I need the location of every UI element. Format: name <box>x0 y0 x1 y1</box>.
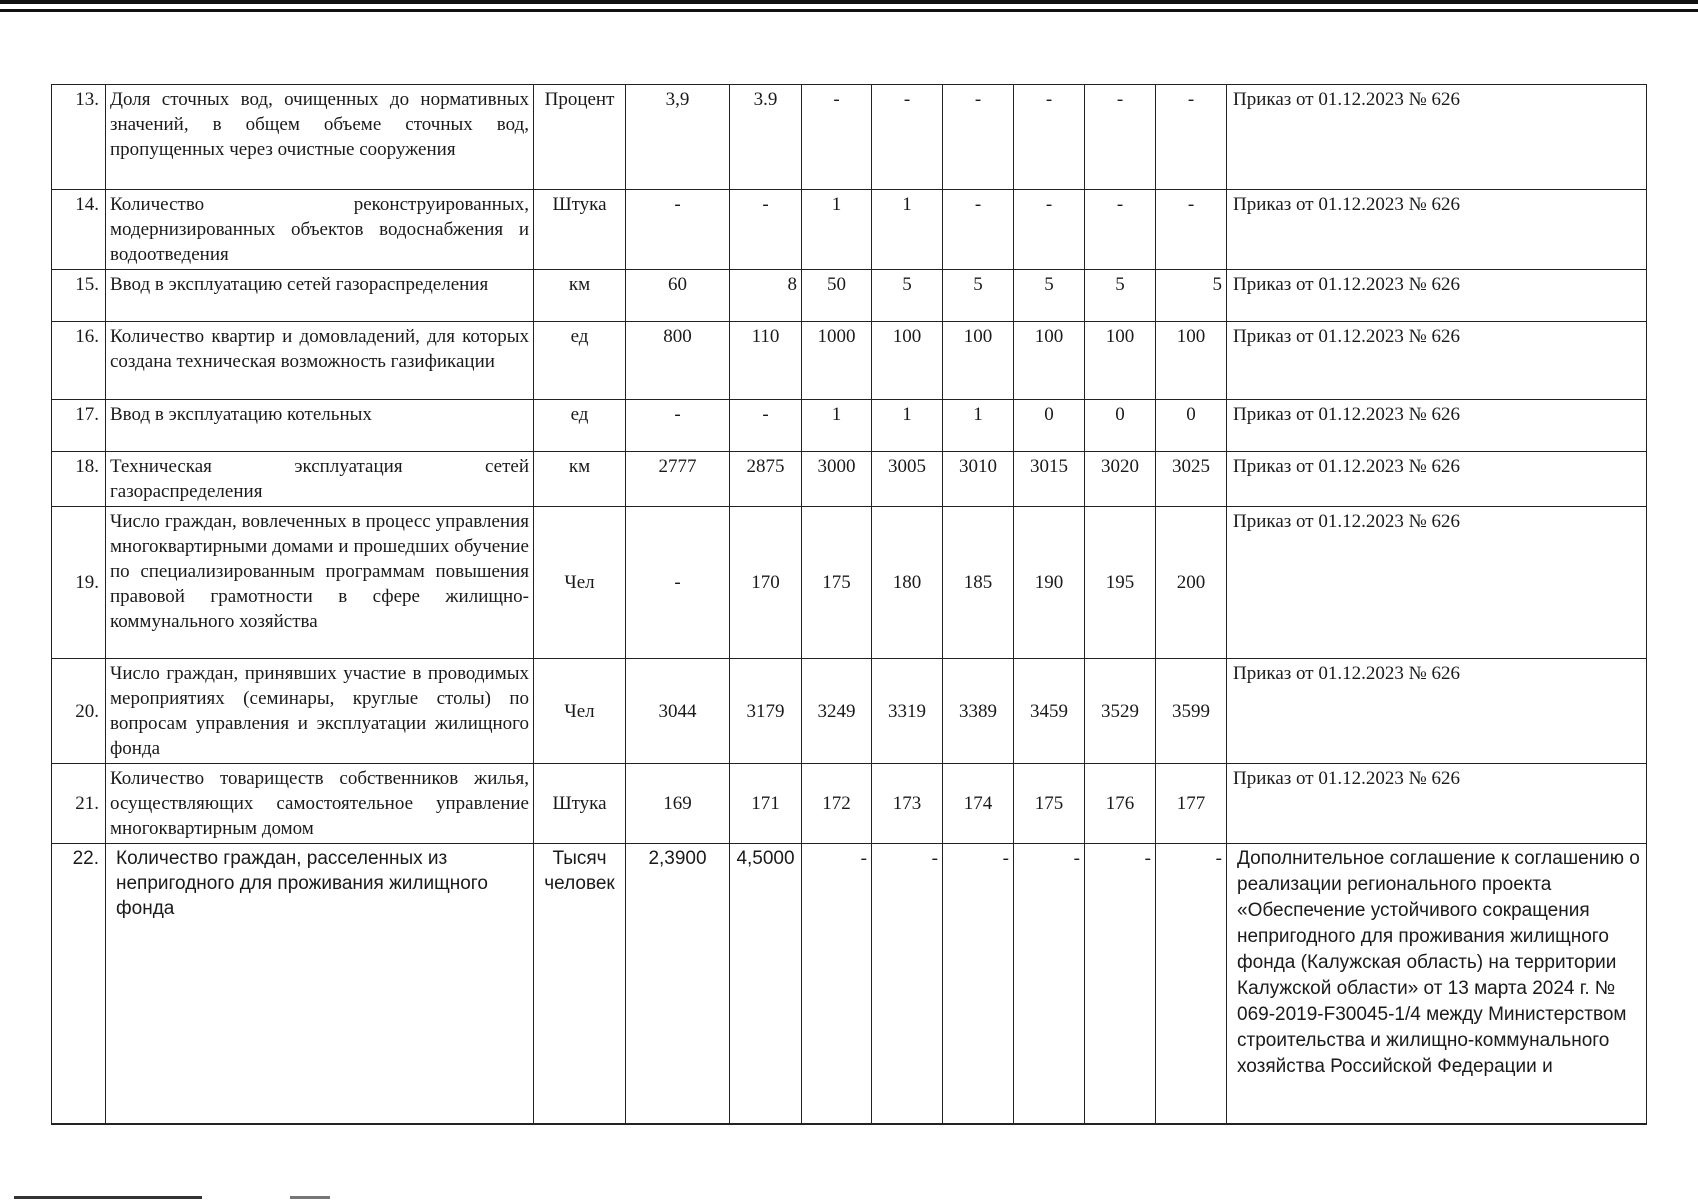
row-number: 18. <box>52 452 106 507</box>
value-cell: 171 <box>730 764 802 844</box>
value-cell: - <box>730 190 802 270</box>
indicator-name: Доля сточных вод, очищенных до нормативных значений, в общем объеме сточных вод, пропущенных через очистные сооружения <box>106 85 534 190</box>
value-cell: 2,3900 <box>626 844 730 1124</box>
top-border-line <box>0 0 1698 4</box>
table-row <box>52 507 1647 659</box>
unit-cell: Чел <box>534 659 626 764</box>
value-cell: 100 <box>1014 322 1085 400</box>
value-cell: 3000 <box>802 452 872 507</box>
value-cell: - <box>802 85 872 190</box>
value-cell: - <box>1085 190 1156 270</box>
indicator-name: Число граждан, вовлеченных в процесс управления многоквартирными домами и прошедших обучение по специализированным программам повышения правовой грамотности в сфере жилищно-коммунального хозяйства <box>106 507 534 659</box>
value-cell: 175 <box>1014 764 1085 844</box>
value-cell: 5 <box>943 270 1014 322</box>
value-cell: 0 <box>1014 400 1085 452</box>
source-document: Приказ от 01.12.2023 № 626 <box>1227 270 1647 322</box>
value-cell: - <box>626 507 730 659</box>
table-row <box>52 452 1647 507</box>
source-document: Приказ от 01.12.2023 № 626 <box>1227 190 1647 270</box>
value-cell: 3005 <box>872 452 943 507</box>
value-cell: 3020 <box>1085 452 1156 507</box>
unit-cell: ед <box>534 322 626 400</box>
value-cell: 2777 <box>626 452 730 507</box>
source-document: Приказ от 01.12.2023 № 626 <box>1227 400 1647 452</box>
value-cell: 1 <box>802 400 872 452</box>
row-number: 15. <box>52 270 106 322</box>
value-cell: - <box>1014 85 1085 190</box>
value-cell: - <box>626 400 730 452</box>
value-cell: 1 <box>802 190 872 270</box>
value-cell: 100 <box>1085 322 1156 400</box>
value-cell: 0 <box>1156 400 1227 452</box>
value-cell: 4,5000 <box>730 844 802 1124</box>
value-cell: 0 <box>1085 400 1156 452</box>
value-cell: 172 <box>802 764 872 844</box>
value-cell: 5 <box>1085 270 1156 322</box>
value-cell: - <box>1014 190 1085 270</box>
value-cell: 3459 <box>1014 659 1085 764</box>
unit-cell: Процент <box>534 85 626 190</box>
indicators-table <box>51 84 1647 1125</box>
value-cell: 110 <box>730 322 802 400</box>
value-cell: - <box>1156 844 1227 1124</box>
value-cell: 800 <box>626 322 730 400</box>
table-row <box>52 659 1647 764</box>
row-number: 16. <box>52 322 106 400</box>
value-cell: 200 <box>1156 507 1227 659</box>
value-cell: 1 <box>872 400 943 452</box>
value-cell: 3010 <box>943 452 1014 507</box>
value-cell: - <box>1156 190 1227 270</box>
value-cell: 3529 <box>1085 659 1156 764</box>
value-cell: - <box>730 400 802 452</box>
table-row <box>52 400 1647 452</box>
table-row <box>52 85 1647 190</box>
source-document: Приказ от 01.12.2023 № 626 <box>1227 85 1647 190</box>
indicator-name: Ввод в эксплуатацию сетей газораспределения <box>106 270 534 322</box>
value-cell: 100 <box>943 322 1014 400</box>
value-cell: 100 <box>1156 322 1227 400</box>
value-cell: - <box>872 844 943 1124</box>
row-number: 20. <box>52 659 106 764</box>
row-number: 21. <box>52 764 106 844</box>
value-cell: - <box>802 844 872 1124</box>
value-cell: 5 <box>1014 270 1085 322</box>
row-number: 14. <box>52 190 106 270</box>
value-cell: 3179 <box>730 659 802 764</box>
row-number: 22. <box>52 844 106 1124</box>
source-document: Приказ от 01.12.2023 № 626 <box>1227 322 1647 400</box>
source-document: Приказ от 01.12.2023 № 626 <box>1227 507 1647 659</box>
value-cell: 3044 <box>626 659 730 764</box>
value-cell: 170 <box>730 507 802 659</box>
unit-cell: км <box>534 452 626 507</box>
value-cell: - <box>1085 844 1156 1124</box>
table-row <box>52 844 1647 1124</box>
unit-cell: Штука <box>534 764 626 844</box>
value-cell: 177 <box>1156 764 1227 844</box>
value-cell: - <box>1014 844 1085 1124</box>
table-row <box>52 190 1647 270</box>
unit-cell: ед <box>534 400 626 452</box>
value-cell: 3599 <box>1156 659 1227 764</box>
unit-cell: Чел <box>534 507 626 659</box>
value-cell: 3319 <box>872 659 943 764</box>
row-number: 13. <box>52 85 106 190</box>
value-cell: 3025 <box>1156 452 1227 507</box>
source-document: Приказ от 01.12.2023 № 626 <box>1227 452 1647 507</box>
value-cell: - <box>1156 85 1227 190</box>
source-document: Дополнительное соглашение к соглашению о реализации регионального проекта «Обеспечение устойчивого сокращения непригодного для проживания жилищного фонда (Калужская область) на территории Калужской области» от 13 марта 2024 г. № 069-2019-F30045-1/4 между Министерством строительства и жилищно-коммунального хозяйства Российской Федерации и <box>1227 844 1647 1124</box>
value-cell: 169 <box>626 764 730 844</box>
value-cell: 173 <box>872 764 943 844</box>
value-cell: 175 <box>802 507 872 659</box>
value-cell: 185 <box>943 507 1014 659</box>
source-document: Приказ от 01.12.2023 № 626 <box>1227 764 1647 844</box>
value-cell: 100 <box>872 322 943 400</box>
indicator-name: Число граждан, принявших участие в проводимых мероприятиях (семинары, круглые столы) по вопросам управления и эксплуатации жилищного фонда <box>106 659 534 764</box>
row-number: 19. <box>52 507 106 659</box>
unit-cell: Штука <box>534 190 626 270</box>
value-cell: 1 <box>943 400 1014 452</box>
source-document: Приказ от 01.12.2023 № 626 <box>1227 659 1647 764</box>
value-cell: 3,9 <box>626 85 730 190</box>
row-number: 17. <box>52 400 106 452</box>
table-row <box>52 270 1647 322</box>
value-cell: 3015 <box>1014 452 1085 507</box>
value-cell: 1 <box>872 190 943 270</box>
value-cell: - <box>626 190 730 270</box>
value-cell: - <box>943 190 1014 270</box>
footnote-separator <box>14 1196 202 1199</box>
unit-cell: км <box>534 270 626 322</box>
value-cell: 174 <box>943 764 1014 844</box>
top-border-line-2 <box>0 9 1698 12</box>
value-cell: 8 <box>730 270 802 322</box>
value-cell: - <box>943 844 1014 1124</box>
value-cell: 3.9 <box>730 85 802 190</box>
value-cell: 5 <box>872 270 943 322</box>
indicator-name: Количество граждан, расселенных из непригодного для проживания жилищного фонда <box>106 844 534 1124</box>
indicator-name: Техническая эксплуатация сетей газораспределения <box>106 452 534 507</box>
indicator-name: Количество квартир и домовладений, для которых создана техническая возможность газификации <box>106 322 534 400</box>
table-row <box>52 322 1647 400</box>
value-cell: 3389 <box>943 659 1014 764</box>
value-cell: 190 <box>1014 507 1085 659</box>
value-cell: 3249 <box>802 659 872 764</box>
value-cell: - <box>1085 85 1156 190</box>
value-cell: 60 <box>626 270 730 322</box>
unit-cell: Тысяч человек <box>534 844 626 1124</box>
indicator-name: Ввод в эксплуатацию котельных <box>106 400 534 452</box>
value-cell: 195 <box>1085 507 1156 659</box>
value-cell: 5 <box>1156 270 1227 322</box>
indicator-name: Количество реконструированных, модернизированных объектов водоснабжения и водоотведения <box>106 190 534 270</box>
footnote-mark <box>290 1196 330 1199</box>
value-cell: 2875 <box>730 452 802 507</box>
value-cell: - <box>872 85 943 190</box>
value-cell: 1000 <box>802 322 872 400</box>
value-cell: 50 <box>802 270 872 322</box>
value-cell: - <box>943 85 1014 190</box>
table-row <box>52 764 1647 844</box>
value-cell: 180 <box>872 507 943 659</box>
value-cell: 176 <box>1085 764 1156 844</box>
indicator-name: Количество товариществ собственников жилья, осуществляющих самостоятельное управление многоквартирным домом <box>106 764 534 844</box>
